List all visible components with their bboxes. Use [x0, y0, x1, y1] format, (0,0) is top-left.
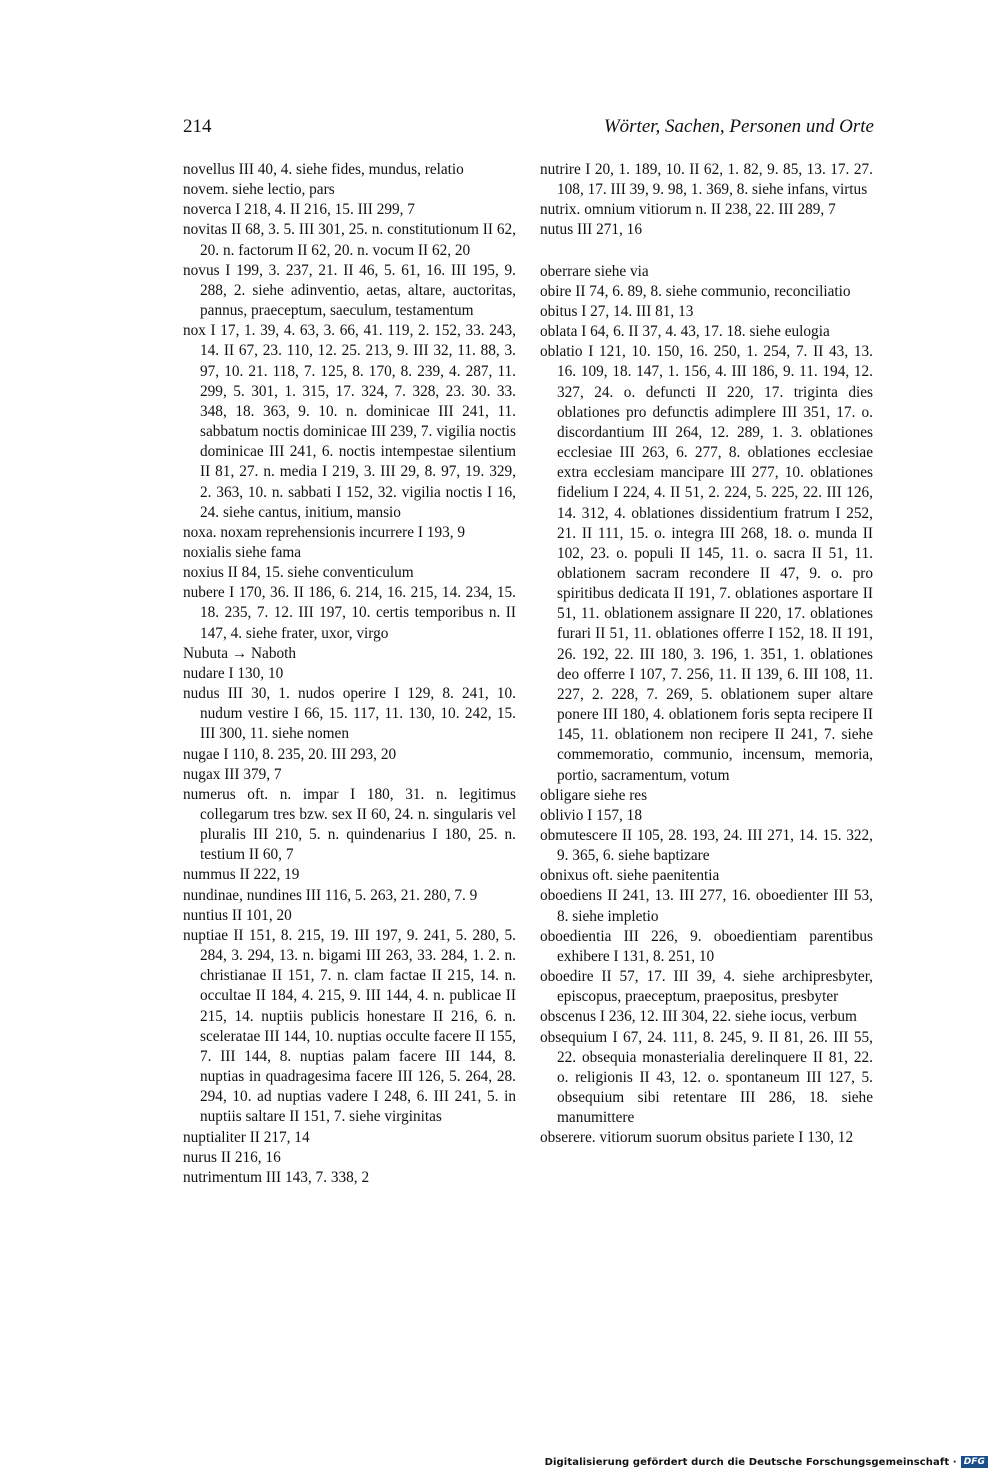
index-entry: obscenus I 236, 12. III 304, 22. siehe iocus, verbum: [540, 1008, 857, 1026]
index-entry: obitus I 27, 14. III 81, 13: [540, 302, 694, 320]
index-entry: obmutescere II 105, 28. 193, 24. III 271, 14. 15. 322, 9. 365, 6. siehe baptizare: [540, 827, 873, 865]
index-entry: noverca I 218, 4. II 216, 15. III 299, 7: [183, 201, 415, 219]
index-entry: nugae I 110, 8. 235, 20. III 293, 20: [183, 745, 397, 763]
index-column-left: [183, 160, 516, 1188]
index-entry: noxialis siehe fama: [183, 543, 302, 561]
index-entry: obire II 74, 6. 89, 8. siehe communio, reconciliatio: [540, 282, 851, 300]
index-entry: novitas II 68, 3. 5. III 301, 25. n. constitutionum II 62, 20. n. factorum II 62, 20. n. vocum II 62, 20: [183, 221, 516, 259]
index-entry: nurus II 216, 16: [183, 1148, 281, 1166]
index-entry: obsequium I 67, 24. 111, 8. 245, 9. II 81, 26. III 55, 22. obsequia monasterialia derelinquere II 81, 22. o. religionis II 43, 12. o. spontaneum III 127, 5. obsequium sibi retentare III 286, 18. siehe manumittere: [540, 1028, 873, 1127]
index-entry: noxa. noxam reprehensionis incurrere I 193, 9: [183, 523, 466, 541]
index-entry: numerus oft. n. impar I 180, 31. n. legitimus collegarum tres bzw. sex II 60, 24. n. singularis vel pluralis III 210, 5. n. quindenarius I 180, 25. n. testium II 60, 7: [183, 785, 516, 864]
index-entry: nudare I 130, 10: [183, 664, 284, 682]
footer: [545, 1456, 988, 1468]
index-entry: nudus III 30, 1. nudos operire I 129, 8. 241, 10. nudum vestire I 66, 15. 117, 11. 130, 10. 242, 15. III 300, 11. siehe nomen: [183, 685, 516, 743]
index-entry: obligare siehe res: [540, 786, 648, 804]
dfg-logo-icon: DFG: [961, 1456, 988, 1468]
index-entry: nuntius II 101, 20: [183, 906, 292, 924]
index-column-right: [540, 160, 873, 1149]
index-entry: nutrimentum III 143, 7. 338, 2: [183, 1168, 370, 1186]
index-entry: novus I 199, 3. 237, 21. II 46, 5. 61, 16. III 195, 9. 288, 2. siehe adinventio, aetas, altare, auctoritas, pannus, praeceptum, saeculum, testamentum: [183, 261, 516, 320]
page-title: Wörter, Sachen, Personen und Orte: [603, 116, 874, 137]
index-entry: novellus III 40, 4. siehe fides, mundus, relatio: [183, 161, 464, 178]
index-entry: nubere I 170, 36. II 186, 6. 214, 16. 215, 14. 234, 15. 18. 235, 7. 12. III 197, 10. certis temporibus n. II 147, 4. siehe frater, uxor, virgo: [183, 584, 516, 642]
index-entry: Nubuta → Naboth: [183, 644, 297, 662]
index-entry: obserere. vitiorum suorum obsitus pariete I 130, 12: [540, 1129, 854, 1147]
index-entry: oberrare siehe via: [540, 262, 649, 280]
index-entry: noxius II 84, 15. siehe conventiculum: [183, 564, 414, 582]
index-entry: oboedientia III 226, 9. oboedientiam parentibus exhibere I 131, 8. 251, 10: [540, 927, 873, 965]
index-entry: oboediens II 241, 13. III 277, 16. oboedienter III 53, 8. siehe impletio: [540, 887, 873, 925]
index-entry: nundinae, nundines III 116, 5. 263, 21. 280, 7. 9: [183, 886, 478, 904]
section-gap: [540, 241, 873, 262]
index-entry: nuptiae II 151, 8. 215, 19. III 197, 9. 241, 5. 280, 5. 284, 3. 294, 13. n. bigami III 263, 33. 284, 1. 2. n. christianae II 151, 7. n. clam factae II 215, 14. n. occultae II 184, 4. 215, 9. III 144, 4. n. publicae II 215, 14. nuptiis publicis honestare II 216, 6. n. sceleratae III 144, 10. nuptias occulte facere II 155, 7. III 144, 8. nuptias palam facere III 144, 8. nuptias in quadragesima facere III 126, 5. 264, 28. 294, 10. ad nuptias vadere I 248, 6. III 241, 5. in nuptiis saltare II 151, 7. siehe virginitas: [183, 926, 516, 1126]
index-entry: oboedire II 57, 17. III 39, 4. siehe archipresbyter, episcopus, praeceptum, praepositus, presbyter: [540, 968, 873, 1006]
index-entry: nummus II 222, 19: [183, 866, 300, 884]
page-number: 214: [183, 116, 212, 137]
index-entry: novem. siehe lectio, pars: [183, 181, 335, 199]
index-entry: nutus III 271, 16: [540, 221, 642, 239]
index-entry: nutrix. omnium vitiorum n. II 238, 22. III 289, 7: [540, 201, 836, 219]
index-entry: nutrire I 20, 1. 189, 10. II 62, 1. 82, 9. 85, 13. 17. 27. 108, 17. III 39, 9. 98, 1. 369, 8. siehe infans, virtus: [540, 161, 873, 199]
index-entry: oblivio I 157, 18: [540, 806, 642, 824]
index-entry: obnixus oft. siehe paenitentia: [540, 867, 720, 885]
index-entry: oblatio I 121, 10. 150, 16. 250, 1. 254, 7. II 43, 13. 16. 109, 18. 147, 1. 156, 4. III 186, 9. 11. 194, 12. 327, 24. o. defuncti II 220, 17. triginta dies oblationes pro defunctis adimplere III 351, 17. o. discordantium III 264, 12. 289, 1. 3. oblationes ecclesiae III 263, 6. 277, 8. oblationes ecclesiae extra ecclesiam mancipare III 277, 10. oblationes fidelium I 224, 4. II 51, 2. 224, 5. 225, 22. III 126, 14. 312, 4. oblationes dissidentium fratrum I 252, 21. II 111, 15. o. integra III 268, 18. o. munda II 102, 23. o. populi II 145, 11. o. sacra II 51, 11. oblationem sacram recondere II 47, 9. o. pro spiritibus dedicata II 191, 7. oblationes asportare II 51, 11. oblationem assignare II 220, 17. oblationes furari II 51, 11. oblationes offerre I 152, 18. II 191, 26. 192, 22. III 180, 3. 196, 1. 351, 1. oblationes deo offerre I 107, 7. 256, 11. II 139, 6. III 108, 11. 227, 2. 228, 7. 269, 5. oblationem super altare ponere III 180, 4. oblationem foris septa recipere II 145, 11. oblationem non recipere II 241, 7. siehe commemoratio, communio, incensum, memoria, portio, sacramentum, votum: [540, 343, 873, 784]
index-entry: nuptialiter II 217, 14: [183, 1128, 310, 1146]
footer-credit: Digitalisierung gefördert durch die Deutsche Forschungsgemeinschaft ·: [544, 1456, 957, 1468]
index-entry: nox I 17, 1. 39, 4. 63, 3. 66, 41. 119, 2. 152, 33. 243, 14. II 67, 23. 110, 12. 25. 213, 9. III 32, 11. 88, 3. 97, 10. 21. 118, 7. 125, 8. 170, 8. 239, 4. 287, 11. 299, 5. 301, 1. 315, 17. 324, 7. 328, 23. 30. 33. 348, 18. 363, 9. 10. n. dominicae III 241, 11. sabbatum noctis dominicae III 239, 7. vigilia noctis dominicae III 241, 6. noctis intempestae silentium II 81, 27. n. media I 219, 3. III 29, 8. 97, 19. 329, 2. 363, 10. n. sabbati I 152, 32. vigilia noctis I 16, 24. siehe cantus, initium, mansio: [183, 322, 516, 521]
index-entry: nugax III 379, 7: [183, 765, 282, 783]
index-entry: oblata I 64, 6. II 37, 4. 43, 17. 18. siehe eulogia: [540, 323, 830, 341]
